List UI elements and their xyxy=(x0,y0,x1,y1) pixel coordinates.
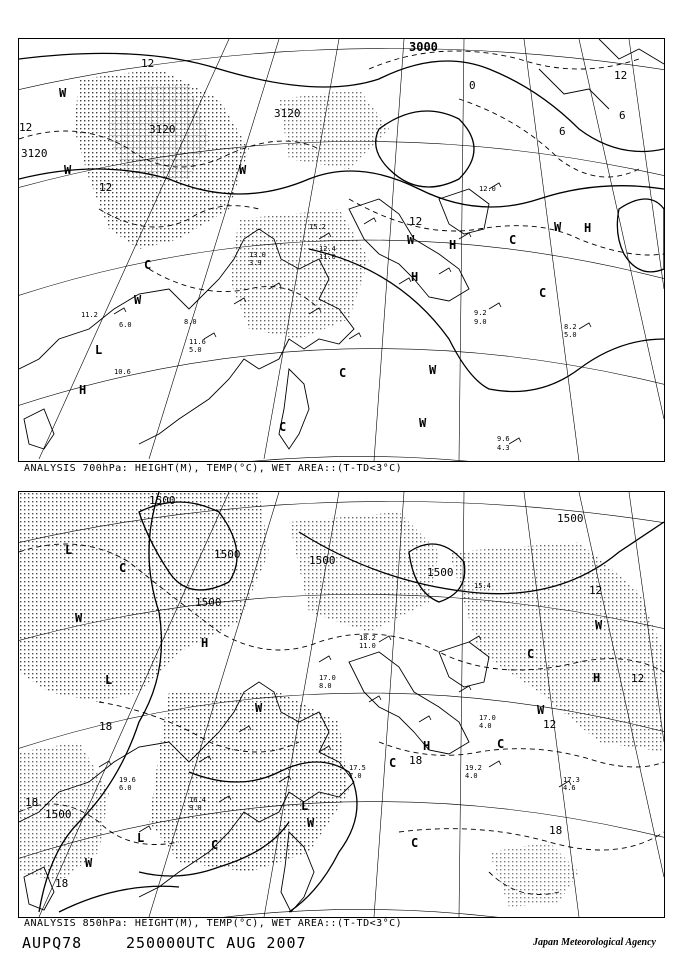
station-value: 4.6 xyxy=(563,784,576,792)
center-mark: W xyxy=(239,163,247,177)
contour-label: 1500 xyxy=(45,808,72,821)
contour-label: 12 xyxy=(543,718,557,731)
center-mark: L xyxy=(137,831,145,845)
contour-label: 12 xyxy=(589,584,603,597)
station-value: 10.6 xyxy=(114,368,131,376)
center-mark: C xyxy=(539,286,547,300)
contour-label: 12 xyxy=(409,215,423,228)
map-panel-850hpa xyxy=(18,491,665,918)
contour-label: 18 xyxy=(55,877,69,890)
contour-label: 18 xyxy=(549,824,563,837)
station-value: 15.2 xyxy=(309,223,326,231)
center-mark: W xyxy=(85,856,93,870)
station-value: 17.0 xyxy=(319,674,336,682)
contour-label: 12 xyxy=(19,121,33,134)
contour-label: 12 xyxy=(631,672,645,685)
center-mark: H xyxy=(423,739,431,753)
center-mark: C xyxy=(279,420,287,434)
station-value: 17.3 xyxy=(563,776,580,784)
station-value: 9.6 xyxy=(497,435,510,443)
center-mark: H xyxy=(201,636,209,650)
station-value: 4.0 xyxy=(465,772,478,780)
contour-label: 3120 xyxy=(274,107,301,120)
center-mark: W xyxy=(307,816,315,830)
valid-time: 250000UTC AUG 2007 xyxy=(126,934,307,952)
contour-label: 1500 xyxy=(195,596,222,609)
station-value: 12.4 xyxy=(319,245,336,253)
station-value: 16.4 xyxy=(189,796,206,804)
contour-label: 18 xyxy=(25,796,39,809)
contour-label: 1500 xyxy=(557,512,584,525)
center-mark: C xyxy=(119,561,127,575)
station-value: 12.0 xyxy=(479,185,496,193)
center-mark: W xyxy=(134,293,142,307)
center-mark: W xyxy=(419,416,427,430)
center-mark: W xyxy=(255,701,263,715)
station-value: 5.0 xyxy=(564,331,577,339)
contour-label: 18 xyxy=(99,720,113,733)
center-mark: C xyxy=(527,647,535,661)
wet-area-shading xyxy=(74,69,389,339)
center-mark: W xyxy=(537,703,545,717)
station-value: 11.0 xyxy=(319,253,336,261)
station-value: 4.3 xyxy=(497,444,510,452)
station-value: 9.2 xyxy=(474,309,487,317)
contour-label: 6 xyxy=(619,109,626,122)
center-mark: W xyxy=(429,363,437,377)
center-mark: C xyxy=(509,233,517,247)
contour-label: 12 xyxy=(614,69,628,82)
center-mark: H xyxy=(79,383,87,397)
wet-area-shading xyxy=(19,492,664,907)
center-mark: W xyxy=(59,86,67,100)
station-value: 17.0 xyxy=(479,714,496,722)
center-mark: C xyxy=(144,258,152,272)
contour-label: 1500 xyxy=(309,554,336,567)
caption-850hpa: ANALYSIS 850hPa: HEIGHT(M), TEMP(°C), WET AREA::(T-TD<3°C) xyxy=(24,918,403,929)
station-value: 15.4 xyxy=(474,582,491,590)
station-value: 11.2 xyxy=(81,311,98,319)
station-value: 18.2 xyxy=(359,634,376,642)
center-mark: W xyxy=(64,163,72,177)
map-850hpa-drawing xyxy=(19,492,664,917)
product-code: AUPQ78 xyxy=(22,934,83,952)
center-mark: W xyxy=(595,618,603,632)
contour-label: 1500 xyxy=(149,494,176,507)
center-mark: H xyxy=(584,221,592,235)
center-mark: L xyxy=(95,343,103,357)
contour-label: 3120 xyxy=(149,123,176,136)
station-value: 17.5 xyxy=(349,764,366,772)
station-value: 11.0 xyxy=(359,642,376,650)
center-mark: C xyxy=(411,836,419,850)
map-panel-700hpa xyxy=(18,38,665,462)
center-mark: W xyxy=(75,611,83,625)
contour-label: 18 xyxy=(409,754,423,767)
contour-label: 3120 xyxy=(21,147,48,160)
station-value: 8.0 xyxy=(319,682,332,690)
center-mark: C xyxy=(339,366,347,380)
contour-label: 0 xyxy=(469,79,476,92)
center-mark: C xyxy=(389,756,397,770)
station-value: 19.2 xyxy=(465,764,482,772)
contour-label: 3000 xyxy=(409,40,438,54)
agency-name: Japan Meteorological Agency xyxy=(533,937,656,948)
map-700hpa-drawing xyxy=(19,39,664,461)
center-mark: W xyxy=(407,233,415,247)
station-value: 6.0 xyxy=(119,321,132,329)
station-value: 8.2 xyxy=(564,323,577,331)
center-mark: H xyxy=(411,270,419,284)
contour-label: 1500 xyxy=(214,548,241,561)
station-value: 8.0 xyxy=(184,318,197,326)
station-value: 3.9 xyxy=(249,259,262,267)
station-value: 13.0 xyxy=(249,251,266,259)
station-value: 4.0 xyxy=(479,722,492,730)
center-mark: L xyxy=(65,543,73,557)
station-value: 5.0 xyxy=(189,346,202,354)
contour-label: 6 xyxy=(559,125,566,138)
contour-label: 1500 xyxy=(427,566,454,579)
station-value: 19.6 xyxy=(119,776,136,784)
station-value: 9.0 xyxy=(474,318,487,326)
center-mark: W xyxy=(554,220,562,234)
caption-700hpa: ANALYSIS 700hPa: HEIGHT(M), TEMP(°C), WET AREA::(T-TD<3°C) xyxy=(24,463,403,474)
center-mark: L xyxy=(105,673,113,687)
contour-label: 12 xyxy=(99,181,113,194)
station-value: 6.0 xyxy=(119,784,132,792)
contour-label: 12 xyxy=(141,57,155,70)
station-value: 11.6 xyxy=(189,338,206,346)
center-mark: H xyxy=(449,238,457,252)
center-mark: C xyxy=(497,737,505,751)
station-value: 9.0 xyxy=(189,804,202,812)
center-mark: L xyxy=(301,799,309,813)
center-mark: H xyxy=(593,671,601,685)
center-mark: C xyxy=(211,838,219,852)
station-value: 7.0 xyxy=(349,772,362,780)
